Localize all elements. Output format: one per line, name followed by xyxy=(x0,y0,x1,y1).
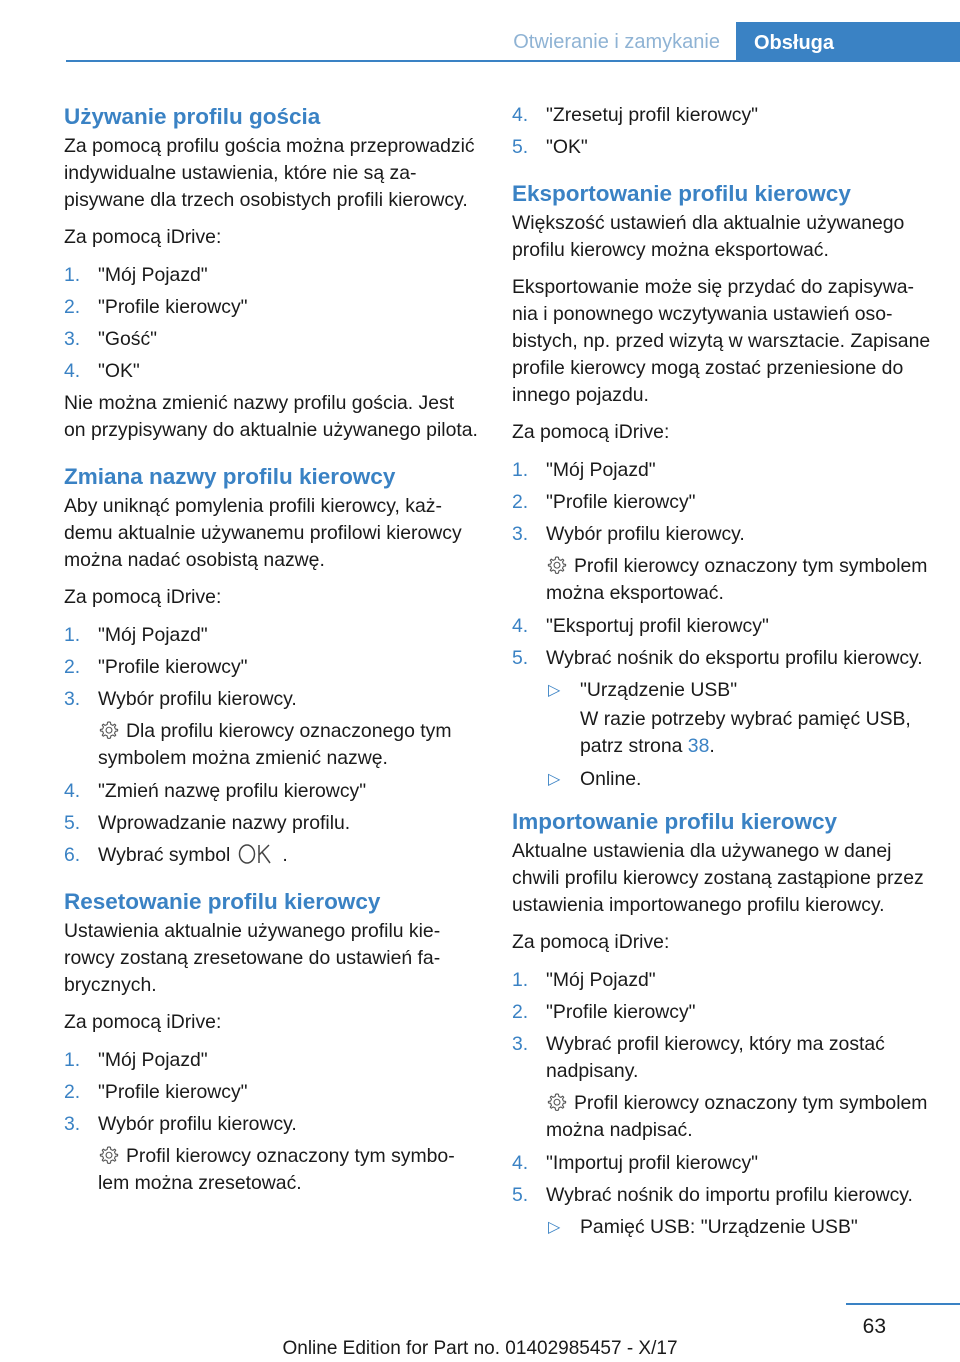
list-number: 5. xyxy=(64,812,81,834)
list-number: 4. xyxy=(512,104,529,126)
paragraph: Aby uniknąć pomylenia profili kierowcy, każdemu aktualnie używanemu profilowi kierowcy można nadać osobistą nazwę. xyxy=(64,495,462,571)
list-number: 2. xyxy=(64,296,81,318)
symbol-note: Profil kierowcy oznaczony tym symbolem można eksportować. xyxy=(546,555,928,604)
list-number: 3. xyxy=(64,328,81,350)
list-item xyxy=(512,613,932,640)
list-item xyxy=(512,1182,932,1209)
list-number: 1. xyxy=(64,624,81,646)
list-item xyxy=(64,358,478,385)
list-text: "Importuj profil kierowcy" xyxy=(546,1152,759,1174)
list-text: Wybrać nośnik do eksportu profilu kierowcy. xyxy=(546,647,923,669)
list-text: Wybrać nośnik do importu profilu kierowcy. xyxy=(546,1184,913,1206)
list-item xyxy=(512,134,932,161)
right-column xyxy=(512,102,932,1247)
list-item xyxy=(512,489,932,516)
list-number: 1. xyxy=(64,264,81,286)
list-number: 1. xyxy=(64,1049,81,1071)
step-list xyxy=(64,622,478,713)
list-text: "Profile kierowcy" xyxy=(98,1081,248,1103)
paragraph: Za pomocą iDrive: xyxy=(64,226,222,248)
list-text: "OK" xyxy=(546,136,588,158)
paragraph: Eksportowanie może się przydać do zapisywania i ponownego wczytywania ustawień osobistych, np. przed wizytą w warsztacie. Zapisane profile kierowcy mogą zostać przeniesione do innego pojazdu. xyxy=(512,276,931,406)
step-list xyxy=(512,967,932,1085)
list-text: "OK" xyxy=(98,360,140,382)
list-item xyxy=(64,654,478,681)
bullet-item: ▷ Online. xyxy=(546,766,932,793)
paragraph: Za pomocą iDrive: xyxy=(512,931,670,953)
list-number: 4. xyxy=(64,360,81,382)
bullet-item: ▷ Pamięć USB: "Urządzenie USB" xyxy=(546,1214,932,1241)
list-number: 3. xyxy=(512,1033,529,1055)
list-text: "Zresetuj profil kierowcy" xyxy=(546,104,759,126)
list-text: Wybór profilu kierowcy. xyxy=(546,523,745,545)
ok-icon xyxy=(236,842,276,866)
list-item xyxy=(512,1031,932,1085)
symbol-note: Dla profilu kierowcy oznaczonego tym symbolem można zmienić nazwę. xyxy=(98,720,452,769)
step-list xyxy=(64,262,478,385)
heading-reset-profile: Resetowanie profilu kierowcy xyxy=(64,889,381,914)
heading-rename-profile: Zmiana nazwy profilu kierowcy xyxy=(64,464,396,489)
list-item xyxy=(512,1150,932,1177)
symbol-note: Profil kierowcy oznaczony tym symbolem można zresetować. xyxy=(98,1145,455,1194)
list-item: 6. Wybrać symbol . xyxy=(64,844,288,866)
list-item xyxy=(64,686,478,713)
list-number: 2. xyxy=(512,1001,529,1023)
list-number: 3. xyxy=(64,688,81,710)
list-item xyxy=(64,778,478,805)
list-text: "Mój Pojazd" xyxy=(98,264,208,286)
list-number: 2. xyxy=(512,491,529,513)
list-item xyxy=(64,810,478,837)
list-item xyxy=(512,102,932,129)
footer-rule xyxy=(846,1303,960,1305)
list-text: Wybrać profil kierowcy, który ma zostać nadpisany. xyxy=(546,1033,885,1082)
triangle-right-icon: ▷ xyxy=(548,771,561,788)
heading-guest-profile: Używanie profilu gościa xyxy=(64,104,321,129)
heading-export-profile: Eksportowanie profilu kierowcy xyxy=(512,181,851,206)
header-section-title: Otwieranie i zamykanie xyxy=(513,31,720,53)
footer-edition: Online Edition for Part no. 01402985457 - X/17 xyxy=(282,1338,678,1359)
heading-import-profile: Importowanie profilu kierowcy xyxy=(512,809,838,834)
paragraph: Ustawienia aktualnie używanego profilu kierowcy zostaną zresetowane do ustawień fabrycznych. xyxy=(64,920,441,996)
header-chapter-tab: Obsługa xyxy=(736,22,960,62)
list-text: "Profile kierowcy" xyxy=(98,296,248,318)
step-list xyxy=(512,102,932,161)
list-number: 4. xyxy=(512,615,529,637)
step-list xyxy=(512,613,932,672)
list-text: "Profile kierowcy" xyxy=(546,491,696,513)
list-text: "Mój Pojazd" xyxy=(98,624,208,646)
list-number: 3. xyxy=(512,523,529,545)
list-item xyxy=(512,967,932,994)
bullet-item: ▷ "Urządzenie USB" W razie potrzeby wybrać pamięć USB, patrz strona 38. xyxy=(548,679,911,757)
list-text: Wybór profilu kierowcy. xyxy=(98,688,297,710)
list-number: 1. xyxy=(512,969,529,991)
list-number: 5. xyxy=(512,1184,529,1206)
triangle-right-icon: ▷ xyxy=(548,1219,561,1236)
gear-icon xyxy=(546,1091,568,1113)
list-text: "Zmień nazwę profilu kierowcy" xyxy=(98,780,367,802)
step-list xyxy=(64,1047,478,1138)
page-reference-link[interactable]: 38 xyxy=(687,735,710,757)
header-rule xyxy=(66,60,960,62)
list-item xyxy=(64,262,478,289)
list-text: "Mój Pojazd" xyxy=(98,1049,208,1071)
list-item xyxy=(64,622,478,649)
list-text: "Mój Pojazd" xyxy=(546,969,656,991)
list-number: 3. xyxy=(64,1113,81,1135)
paragraph: Za pomocą iDrive: xyxy=(64,1011,222,1033)
gear-icon xyxy=(98,719,120,741)
list-text: "Mój Pojazd" xyxy=(546,459,656,481)
list-item xyxy=(64,1111,478,1138)
step-list xyxy=(512,457,932,548)
list-number: 5. xyxy=(512,136,529,158)
triangle-right-icon: ▷ xyxy=(548,682,561,699)
list-item xyxy=(512,521,932,548)
paragraph: Za pomocą iDrive: xyxy=(512,421,670,443)
list-item xyxy=(64,326,478,353)
list-item xyxy=(64,294,478,321)
list-item xyxy=(64,1079,478,1106)
paragraph: Za pomocą iDrive: xyxy=(64,586,222,608)
paragraph: Aktualne ustawienia dla używanego w danej chwili profilu kierowcy zostaną zastąpione przez ustawienia importowanego profilu kierowcy. xyxy=(512,840,924,916)
step-list xyxy=(512,1150,932,1209)
gear-icon xyxy=(546,554,568,576)
list-number: 1. xyxy=(512,459,529,481)
list-number: 2. xyxy=(64,1081,81,1103)
list-text: "Gość" xyxy=(98,328,158,350)
list-number: 5. xyxy=(512,647,529,669)
left-column xyxy=(64,102,478,1203)
page-number: 63 xyxy=(862,1315,886,1338)
list-item xyxy=(512,645,932,672)
paragraph: Większość ustawień dla aktualnie używanego profilu kierowcy można eksportować. xyxy=(512,212,905,261)
list-text: "Profile kierowcy" xyxy=(546,1001,696,1023)
symbol-note: Profil kierowcy oznaczony tym symbolem można nadpisać. xyxy=(546,1092,928,1141)
step-list xyxy=(64,778,478,837)
list-text: "Profile kierowcy" xyxy=(98,656,248,678)
list-number: 4. xyxy=(512,1152,529,1174)
list-item xyxy=(64,1047,478,1074)
list-item xyxy=(512,457,932,484)
list-item xyxy=(512,999,932,1026)
list-number: 4. xyxy=(64,780,81,802)
list-text: Wybór profilu kierowcy. xyxy=(98,1113,297,1135)
list-text: Wprowadzanie nazwy profilu. xyxy=(98,812,351,834)
gear-icon xyxy=(98,1144,120,1166)
list-number: 2. xyxy=(64,656,81,678)
list-text: "Eksportuj profil kierowcy" xyxy=(546,615,769,637)
paragraph: Nie można zmienić nazwy profilu gościa. Jest on przypisywany do aktualnie używanego pilota. xyxy=(64,392,478,441)
paragraph: Za pomocą profilu gościa można przeprowadzić indywidualne ustawienia, które nie są zapisywane dla trzech osobistych profili kierowcy. xyxy=(64,135,475,211)
